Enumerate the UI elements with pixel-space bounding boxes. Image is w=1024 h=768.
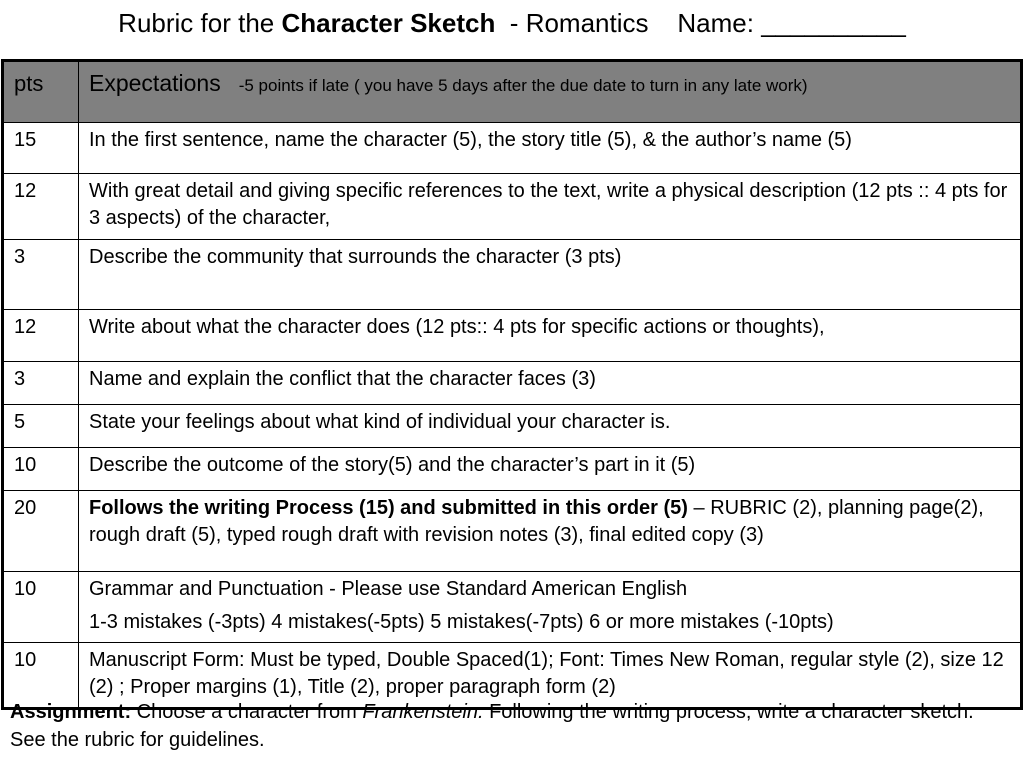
rubric-table [1,59,1023,710]
rubric-row [3,240,1022,310]
row-expectation-text: – RUBRIC (2), planning page(2), rough draft (5), typed rough draft with revision notes (3), final edited copy (3) [89,497,984,546]
row-expectation: Describe the community that surrounds the character (3 pts) [79,240,1022,310]
title-bold: Character Sketch [281,8,496,38]
rubric-row [3,362,1022,405]
row-points: 10 [3,572,79,643]
assignment-text-2: Following the writing process, write a character sketch. See the rubric for guidelines. [10,701,974,751]
header-expectations-label: Expectations [89,70,221,96]
row-points: 12 [3,174,79,240]
rubric-row [3,491,1022,572]
rubric-row [3,405,1022,448]
assignment-label: Assignment: [10,701,132,723]
assignment-text [10,698,1010,754]
row-expectation-line1: Grammar and Punctuation - Please use Standard American English [89,578,688,600]
row-points: 10 [3,643,79,709]
row-points: 3 [3,362,79,405]
rubric-row [3,448,1022,491]
assignment-book-title: Frankenstein. [362,701,484,723]
late-note: -5 points if late ( you have 5 days after the due date to turn in any late work) [238,76,808,95]
row-expectation: Describe the outcome of the story(5) and the character’s part in it (5) [79,448,1022,491]
row-expectation: State your feelings about what kind of individual your character is. [79,405,1022,448]
title-prefix: Rubric for the [118,8,282,38]
rubric-row [3,174,1022,240]
title-suffix: - Romantics Name: __________ [495,8,906,38]
row-points: 15 [3,123,79,174]
row-expectation: Write about what the character does (12 pts:: 4 pts for specific actions or thoughts), [79,310,1022,362]
header-expectations [79,61,1022,123]
row-expectation: Name and explain the conflict that the character faces (3) [79,362,1022,405]
row-points: 20 [3,491,79,572]
page-title [0,6,1024,40]
rubric-row [3,123,1022,174]
rubric-header-row [3,61,1022,123]
row-points: 12 [3,310,79,362]
row-points: 3 [3,240,79,310]
assignment-text-1: Choose a character from [131,701,363,723]
row-expectation [79,572,1022,643]
row-expectation-bold: Follows the writing Process (15) and submitted in this order (5) [89,497,688,519]
rubric-row [3,310,1022,362]
row-expectation-line2: 1-3 mistakes (-3pts) 4 mistakes(-5pts) 5 mistakes(-7pts) 6 or more mistakes (-10pts) [89,611,834,633]
row-points: 10 [3,448,79,491]
rubric-row [3,572,1022,643]
row-expectation: In the first sentence, name the character (5), the story title (5), & the author’s name (5) [79,123,1022,174]
row-expectation: With great detail and giving specific references to the text, write a physical description (12 pts :: 4 pts for 3 aspects) of the character, [79,174,1022,240]
row-points: 5 [3,405,79,448]
row-expectation: Manuscript Form: Must be typed, Double Spaced(1); Font: Times New Roman, regular style (2), size 12 (2) ; Proper margins (1), Title (2), proper paragraph form (2) [79,643,1022,709]
header-pts: pts [3,61,79,123]
row-expectation [79,491,1022,572]
